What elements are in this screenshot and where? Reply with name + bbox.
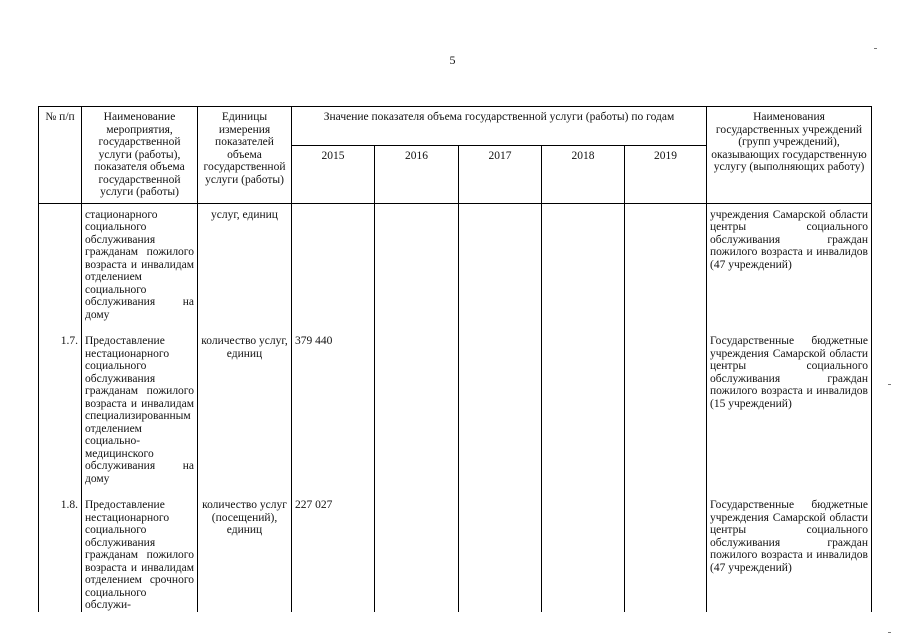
row-name: Предоставление нестационарного социального обслуживания гражданам пожилого возраста и инвалидам отделением срочного социального обслужи- [82,499,198,612]
row-value-2016 [375,499,459,612]
row-value-2018 [542,335,625,499]
header-units: Единицы измерения показателей объема государственной услуги (работы) [198,107,292,204]
header-year: 2016 [375,145,459,203]
row-num: 1.7. [39,335,82,499]
header-values-group: Значение показателя объема государственной услуги (работы) по годам [292,107,707,146]
scan-mark [874,48,877,49]
row-units: количество услуг (посещений), единиц [198,499,292,612]
scan-mark [888,632,891,633]
row-name: Предоставление нестационарного социального обслуживания гражданам пожилого возраста и инвалидам специализированным отделением социально-медицинского обслуживания на дому [82,335,198,499]
table-row [39,499,872,612]
row-value-2017 [459,203,542,335]
row-value-2016 [375,335,459,499]
header-year: 2015 [292,145,375,203]
header-institutions: Наименования государственных учреждений (групп учреждений), оказывающих государственную услугу (выполняющих работу) [707,107,872,204]
table-row [39,203,872,335]
row-value-2017 [459,335,542,499]
row-value-2015: 379 440 [292,335,375,499]
row-name: стационарного социального обслуживания гражданам пожилого возраста и инвалидам отделением социального обслуживания на дому [82,203,198,335]
header-name: Наименование мероприятия, государственной услуги (работы), показателя объема государственной услуги (работы) [82,107,198,204]
row-institutions: Государственные бюджетные учреждения Самарской области центры социального обслуживания граждан пожилого возраста и инвалидов (47 учреждений) [707,499,872,612]
row-value-2019 [625,335,707,499]
row-value-2019 [625,203,707,335]
row-institutions: учреждения Самарской области центры социального обслуживания граждан пожилого возраста и инвалидов (47 учреждений) [707,203,872,335]
scan-mark [888,384,891,385]
row-value-2019 [625,499,707,612]
header-year: 2017 [459,145,542,203]
row-units: услуг, единиц [198,203,292,335]
row-institutions: Государственные бюджетные учреждения Самарской области центры социального обслуживания граждан пожилого возраста и инвалидов (15 учреждений) [707,335,872,499]
row-value-2018 [542,499,625,612]
header-year: 2019 [625,145,707,203]
header-year: 2018 [542,145,625,203]
row-value-2015: 227 027 [292,499,375,612]
row-units: количество услуг, единиц [198,335,292,499]
row-value-2017 [459,499,542,612]
row-value-2015 [292,203,375,335]
row-num [39,203,82,335]
header-num: № п/п [39,107,82,204]
row-num: 1.8. [39,499,82,612]
row-value-2018 [542,203,625,335]
table-row [39,335,872,499]
page-number: 5 [449,53,456,67]
services-table [38,106,872,612]
header-row [39,107,872,146]
row-value-2016 [375,203,459,335]
